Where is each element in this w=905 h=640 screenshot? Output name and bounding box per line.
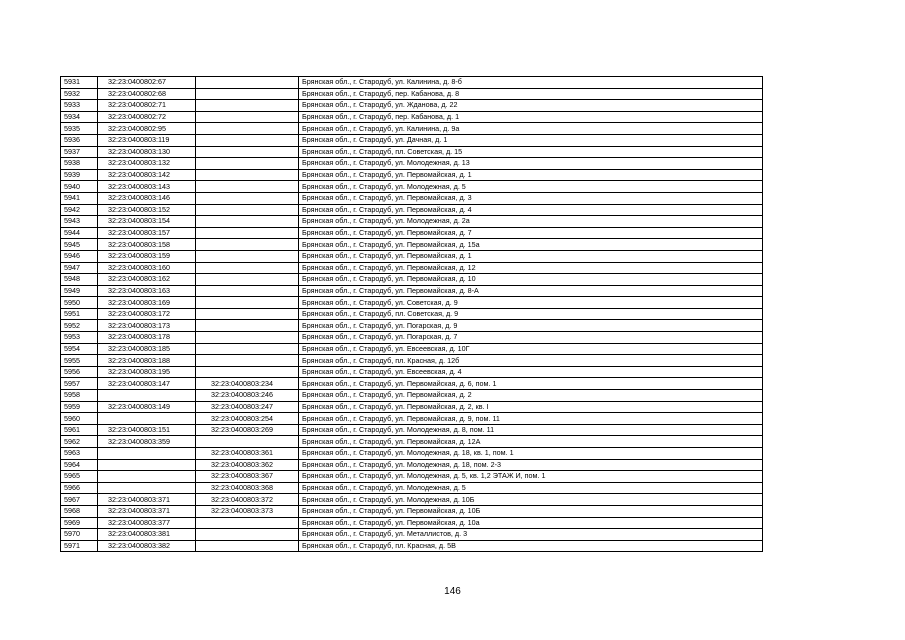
related-cadastral-number-cell — [196, 77, 299, 89]
row-number-cell: 5948 — [61, 274, 98, 286]
row-number-cell: 5939 — [61, 169, 98, 181]
table-row — [61, 100, 763, 112]
row-number-cell: 5971 — [61, 540, 98, 552]
table-row — [61, 482, 763, 494]
related-cadastral-number-cell: 32:23:0400803:372 — [196, 494, 299, 506]
address-cell: Брянская обл., г. Стародуб, ул. Первомайская, д. 10Б — [299, 505, 763, 517]
table-row — [61, 517, 763, 529]
address-cell: Брянская обл., г. Стародуб, ул. Молодежная, д. 10Б — [299, 494, 763, 506]
related-cadastral-number-cell — [196, 216, 299, 228]
related-cadastral-number-cell — [196, 540, 299, 552]
table-row — [61, 459, 763, 471]
row-number-cell: 5962 — [61, 436, 98, 448]
row-number-cell: 5932 — [61, 88, 98, 100]
cadastral-number-cell: 32:23:0400803:162 — [98, 274, 196, 286]
row-number-cell: 5950 — [61, 297, 98, 309]
cadastral-number-cell — [98, 482, 196, 494]
table-row — [61, 540, 763, 552]
cadastral-number-cell — [98, 413, 196, 425]
address-cell: Брянская обл., г. Стародуб, ул. Металлистов, д. 3 — [299, 529, 763, 541]
address-cell: Брянская обл., г. Стародуб, ул. Молодежная, д. 18, пом. 2-3 — [299, 459, 763, 471]
address-cell: Брянская обл., г. Стародуб, ул. Молодежная, д. 5 — [299, 181, 763, 193]
row-number-cell: 5953 — [61, 332, 98, 344]
row-number-cell: 5934 — [61, 111, 98, 123]
cadastral-number-cell: 32:23:0400803:159 — [98, 250, 196, 262]
related-cadastral-number-cell — [196, 355, 299, 367]
address-cell: Брянская обл., г. Стародуб, пер. Кабанова, д. 8 — [299, 88, 763, 100]
row-number-cell: 5944 — [61, 227, 98, 239]
table-row — [61, 343, 763, 355]
cadastral-number-cell: 32:23:0400803:132 — [98, 158, 196, 170]
related-cadastral-number-cell — [196, 134, 299, 146]
address-cell: Брянская обл., г. Стародуб, ул. Первомайская, д. 10 — [299, 274, 763, 286]
cadastral-number-cell: 32:23:0400803:149 — [98, 401, 196, 413]
table-row — [61, 158, 763, 170]
table-row — [61, 529, 763, 541]
related-cadastral-number-cell — [196, 227, 299, 239]
row-number-cell: 5936 — [61, 134, 98, 146]
address-cell: Брянская обл., г. Стародуб, пл. Красная, д. 5В — [299, 540, 763, 552]
related-cadastral-number-cell — [196, 320, 299, 332]
related-cadastral-number-cell — [196, 332, 299, 344]
cadastral-number-cell: 32:23:0400803:158 — [98, 239, 196, 251]
related-cadastral-number-cell — [196, 343, 299, 355]
row-number-cell: 5947 — [61, 262, 98, 274]
row-number-cell: 5958 — [61, 390, 98, 402]
address-cell: Брянская обл., г. Стародуб, ул. Первомайская, д. 3 — [299, 192, 763, 204]
related-cadastral-number-cell — [196, 262, 299, 274]
row-number-cell: 5956 — [61, 366, 98, 378]
cadastral-number-cell: 32:23:0400803:152 — [98, 204, 196, 216]
table-row — [61, 413, 763, 425]
row-number-cell: 5942 — [61, 204, 98, 216]
related-cadastral-number-cell — [196, 366, 299, 378]
address-cell: Брянская обл., г. Стародуб, ул. Первомайская, д. 7 — [299, 227, 763, 239]
row-number-cell: 5955 — [61, 355, 98, 367]
table-row — [61, 134, 763, 146]
row-number-cell: 5941 — [61, 192, 98, 204]
row-number-cell: 5949 — [61, 285, 98, 297]
cadastral-number-cell: 32:23:0400803:147 — [98, 378, 196, 390]
address-cell: Брянская обл., г. Стародуб, ул. Первомайская, д. 12А — [299, 436, 763, 448]
related-cadastral-number-cell — [196, 169, 299, 181]
cadastral-number-cell: 32:23:0400802:67 — [98, 77, 196, 89]
table-row — [61, 355, 763, 367]
table-row — [61, 111, 763, 123]
cadastral-number-cell: 32:23:0400803:151 — [98, 424, 196, 436]
cadastral-number-cell: 32:23:0400802:72 — [98, 111, 196, 123]
table-row — [61, 262, 763, 274]
row-number-cell: 5940 — [61, 181, 98, 193]
table-row — [61, 424, 763, 436]
row-number-cell: 5967 — [61, 494, 98, 506]
address-cell: Брянская обл., г. Стародуб, ул. Калинина, д. 9а — [299, 123, 763, 135]
table-row — [61, 274, 763, 286]
cadastral-number-cell: 32:23:0400803:185 — [98, 343, 196, 355]
address-cell: Брянская обл., г. Стародуб, ул. Первомайская, д. 15а — [299, 239, 763, 251]
row-number-cell: 5946 — [61, 250, 98, 262]
table-row — [61, 366, 763, 378]
cadastral-number-cell — [98, 448, 196, 460]
cadastral-number-cell: 32:23:0400803:195 — [98, 366, 196, 378]
row-number-cell: 5959 — [61, 401, 98, 413]
address-cell: Брянская обл., г. Стародуб, пл. Красная, д. 12б — [299, 355, 763, 367]
related-cadastral-number-cell: 32:23:0400803:246 — [196, 390, 299, 402]
address-cell: Брянская обл., г. Стародуб, ул. Дачная, д. 1 — [299, 134, 763, 146]
table-row — [61, 390, 763, 402]
related-cadastral-number-cell — [196, 111, 299, 123]
row-number-cell: 5965 — [61, 471, 98, 483]
cadastral-number-cell: 32:23:0400803:371 — [98, 494, 196, 506]
address-cell: Брянская обл., г. Стародуб, ул. Молодежная, д. 5 — [299, 482, 763, 494]
table-row — [61, 123, 763, 135]
cadastral-number-cell: 32:23:0400803:371 — [98, 505, 196, 517]
cadastral-number-cell: 32:23:0400802:68 — [98, 88, 196, 100]
table-row — [61, 448, 763, 460]
address-cell: Брянская обл., г. Стародуб, ул. Первомайская, д. 10а — [299, 517, 763, 529]
table-row — [61, 494, 763, 506]
row-number-cell: 5943 — [61, 216, 98, 228]
table-row — [61, 216, 763, 228]
row-number-cell: 5952 — [61, 320, 98, 332]
address-cell: Брянская обл., г. Стародуб, ул. Первомайская, д. 6, пом. 1 — [299, 378, 763, 390]
table-row — [61, 505, 763, 517]
table-row — [61, 192, 763, 204]
cadastral-number-cell: 32:23:0400803:119 — [98, 134, 196, 146]
table-row — [61, 332, 763, 344]
address-cell: Брянская обл., г. Стародуб, ул. Первомайская, д. 2 — [299, 390, 763, 402]
address-cell: Брянская обл., г. Стародуб, ул. Советская, д. 9 — [299, 297, 763, 309]
address-cell: Брянская обл., г. Стародуб, ул. Первомайская, д. 4 — [299, 204, 763, 216]
cadastral-number-cell: 32:23:0400803:142 — [98, 169, 196, 181]
table-row — [61, 227, 763, 239]
address-cell: Брянская обл., г. Стародуб, ул. Евсеевская, д. 4 — [299, 366, 763, 378]
related-cadastral-number-cell: 32:23:0400803:234 — [196, 378, 299, 390]
row-number-cell: 5957 — [61, 378, 98, 390]
row-number-cell: 5969 — [61, 517, 98, 529]
row-number-cell: 5933 — [61, 100, 98, 112]
row-number-cell: 5931 — [61, 77, 98, 89]
address-cell: Брянская обл., г. Стародуб, пл. Советская, д. 15 — [299, 146, 763, 158]
cadastral-number-cell: 32:23:0400803:172 — [98, 308, 196, 320]
cadastral-number-cell: 32:23:0400803:377 — [98, 517, 196, 529]
cadastral-number-cell: 32:23:0400803:381 — [98, 529, 196, 541]
table-row — [61, 436, 763, 448]
cadastral-number-cell: 32:23:0400803:143 — [98, 181, 196, 193]
related-cadastral-number-cell: 32:23:0400803:254 — [196, 413, 299, 425]
address-cell: Брянская обл., г. Стародуб, ул. Молодежная, д. 5, кв. 1,2 ЭТАЖ И, пом. 1 — [299, 471, 763, 483]
cadastral-number-cell: 32:23:0400803:154 — [98, 216, 196, 228]
address-cell: Брянская обл., г. Стародуб, ул. Молодежная, д. 2а — [299, 216, 763, 228]
table-row — [61, 320, 763, 332]
cadastral-number-cell: 32:23:0400803:163 — [98, 285, 196, 297]
address-cell: Брянская обл., г. Стародуб, пл. Советская, д. 9 — [299, 308, 763, 320]
cadastral-number-cell — [98, 471, 196, 483]
related-cadastral-number-cell — [196, 100, 299, 112]
address-cell: Брянская обл., г. Стародуб, ул. Погарская, д. 9 — [299, 320, 763, 332]
cadastral-number-cell: 32:23:0400803:188 — [98, 355, 196, 367]
related-cadastral-number-cell: 32:23:0400803:361 — [196, 448, 299, 460]
related-cadastral-number-cell — [196, 123, 299, 135]
related-cadastral-number-cell: 32:23:0400803:269 — [196, 424, 299, 436]
related-cadastral-number-cell — [196, 285, 299, 297]
table-row — [61, 77, 763, 89]
related-cadastral-number-cell — [196, 88, 299, 100]
cadastral-number-cell — [98, 390, 196, 402]
cadastral-number-cell: 32:23:0400802:95 — [98, 123, 196, 135]
cadastral-number-cell: 32:23:0400803:178 — [98, 332, 196, 344]
cadastral-number-cell: 32:23:0400803:130 — [98, 146, 196, 158]
cadastral-number-cell: 32:23:0400803:146 — [98, 192, 196, 204]
address-cell: Брянская обл., г. Стародуб, ул. Первомайская, д. 1 — [299, 169, 763, 181]
page-number: 146 — [444, 586, 461, 597]
row-number-cell: 5938 — [61, 158, 98, 170]
cadastral-number-cell: 32:23:0400803:160 — [98, 262, 196, 274]
table-row — [61, 146, 763, 158]
row-number-cell: 5964 — [61, 459, 98, 471]
row-number-cell: 5963 — [61, 448, 98, 460]
table-row — [61, 204, 763, 216]
related-cadastral-number-cell: 32:23:0400803:367 — [196, 471, 299, 483]
related-cadastral-number-cell — [196, 297, 299, 309]
address-cell: Брянская обл., г. Стародуб, ул. Погарская, д. 7 — [299, 332, 763, 344]
cadastral-number-cell — [98, 459, 196, 471]
related-cadastral-number-cell: 32:23:0400803:247 — [196, 401, 299, 413]
related-cadastral-number-cell — [196, 308, 299, 320]
related-cadastral-number-cell — [196, 146, 299, 158]
related-cadastral-number-cell — [196, 250, 299, 262]
address-cell: Брянская обл., г. Стародуб, ул. Евсеевская, д. 10Г — [299, 343, 763, 355]
address-cell: Брянская обл., г. Стародуб, ул. Жданова, д. 22 — [299, 100, 763, 112]
row-number-cell: 5945 — [61, 239, 98, 251]
related-cadastral-number-cell — [196, 239, 299, 251]
related-cadastral-number-cell — [196, 529, 299, 541]
related-cadastral-number-cell — [196, 517, 299, 529]
table-row — [61, 297, 763, 309]
cadastral-number-cell: 32:23:0400803:359 — [98, 436, 196, 448]
related-cadastral-number-cell: 32:23:0400803:368 — [196, 482, 299, 494]
cadastral-number-cell: 32:23:0400803:382 — [98, 540, 196, 552]
table-row — [61, 88, 763, 100]
row-number-cell: 5935 — [61, 123, 98, 135]
related-cadastral-number-cell — [196, 204, 299, 216]
address-cell: Брянская обл., г. Стародуб, ул. Молодежная, д. 18, кв. 1, пом. 1 — [299, 448, 763, 460]
cadastral-number-cell: 32:23:0400803:157 — [98, 227, 196, 239]
table-row — [61, 378, 763, 390]
address-cell: Брянская обл., г. Стародуб, ул. Первомайская, д. 8-А — [299, 285, 763, 297]
related-cadastral-number-cell — [196, 192, 299, 204]
related-cadastral-number-cell — [196, 181, 299, 193]
cadastral-number-cell: 32:23:0400802:71 — [98, 100, 196, 112]
row-number-cell: 5954 — [61, 343, 98, 355]
related-cadastral-number-cell — [196, 274, 299, 286]
address-cell: Брянская обл., г. Стародуб, ул. Первомайская, д. 12 — [299, 262, 763, 274]
row-number-cell: 5937 — [61, 146, 98, 158]
address-cell: Брянская обл., г. Стародуб, ул. Молодежная, д. 8, пом. 11 — [299, 424, 763, 436]
property-registry-table — [60, 76, 763, 552]
table-row — [61, 308, 763, 320]
address-cell: Брянская обл., г. Стародуб, ул. Первомайская, д. 9, пом. 11 — [299, 413, 763, 425]
address-cell: Брянская обл., г. Стародуб, ул. Первомайская, д. 1 — [299, 250, 763, 262]
address-cell: Брянская обл., г. Стародуб, ул. Молодежная, д. 13 — [299, 158, 763, 170]
table-row — [61, 250, 763, 262]
cadastral-number-cell: 32:23:0400803:173 — [98, 320, 196, 332]
table-row — [61, 285, 763, 297]
cadastral-number-cell: 32:23:0400803:169 — [98, 297, 196, 309]
table-row — [61, 169, 763, 181]
row-number-cell: 5961 — [61, 424, 98, 436]
table-row — [61, 471, 763, 483]
row-number-cell: 5970 — [61, 529, 98, 541]
related-cadastral-number-cell: 32:23:0400803:362 — [196, 459, 299, 471]
table-row — [61, 239, 763, 251]
table-row — [61, 401, 763, 413]
row-number-cell: 5966 — [61, 482, 98, 494]
related-cadastral-number-cell — [196, 436, 299, 448]
row-number-cell: 5951 — [61, 308, 98, 320]
address-cell: Брянская обл., г. Стародуб, пер. Кабанова, д. 1 — [299, 111, 763, 123]
row-number-cell: 5968 — [61, 505, 98, 517]
address-cell: Брянская обл., г. Стародуб, ул. Калинина, д. 8-б — [299, 77, 763, 89]
row-number-cell: 5960 — [61, 413, 98, 425]
registry-table-body — [61, 77, 763, 552]
table-row — [61, 181, 763, 193]
address-cell: Брянская обл., г. Стародуб, ул. Первомайская, д. 2, кв. I — [299, 401, 763, 413]
related-cadastral-number-cell: 32:23:0400803:373 — [196, 505, 299, 517]
related-cadastral-number-cell — [196, 158, 299, 170]
